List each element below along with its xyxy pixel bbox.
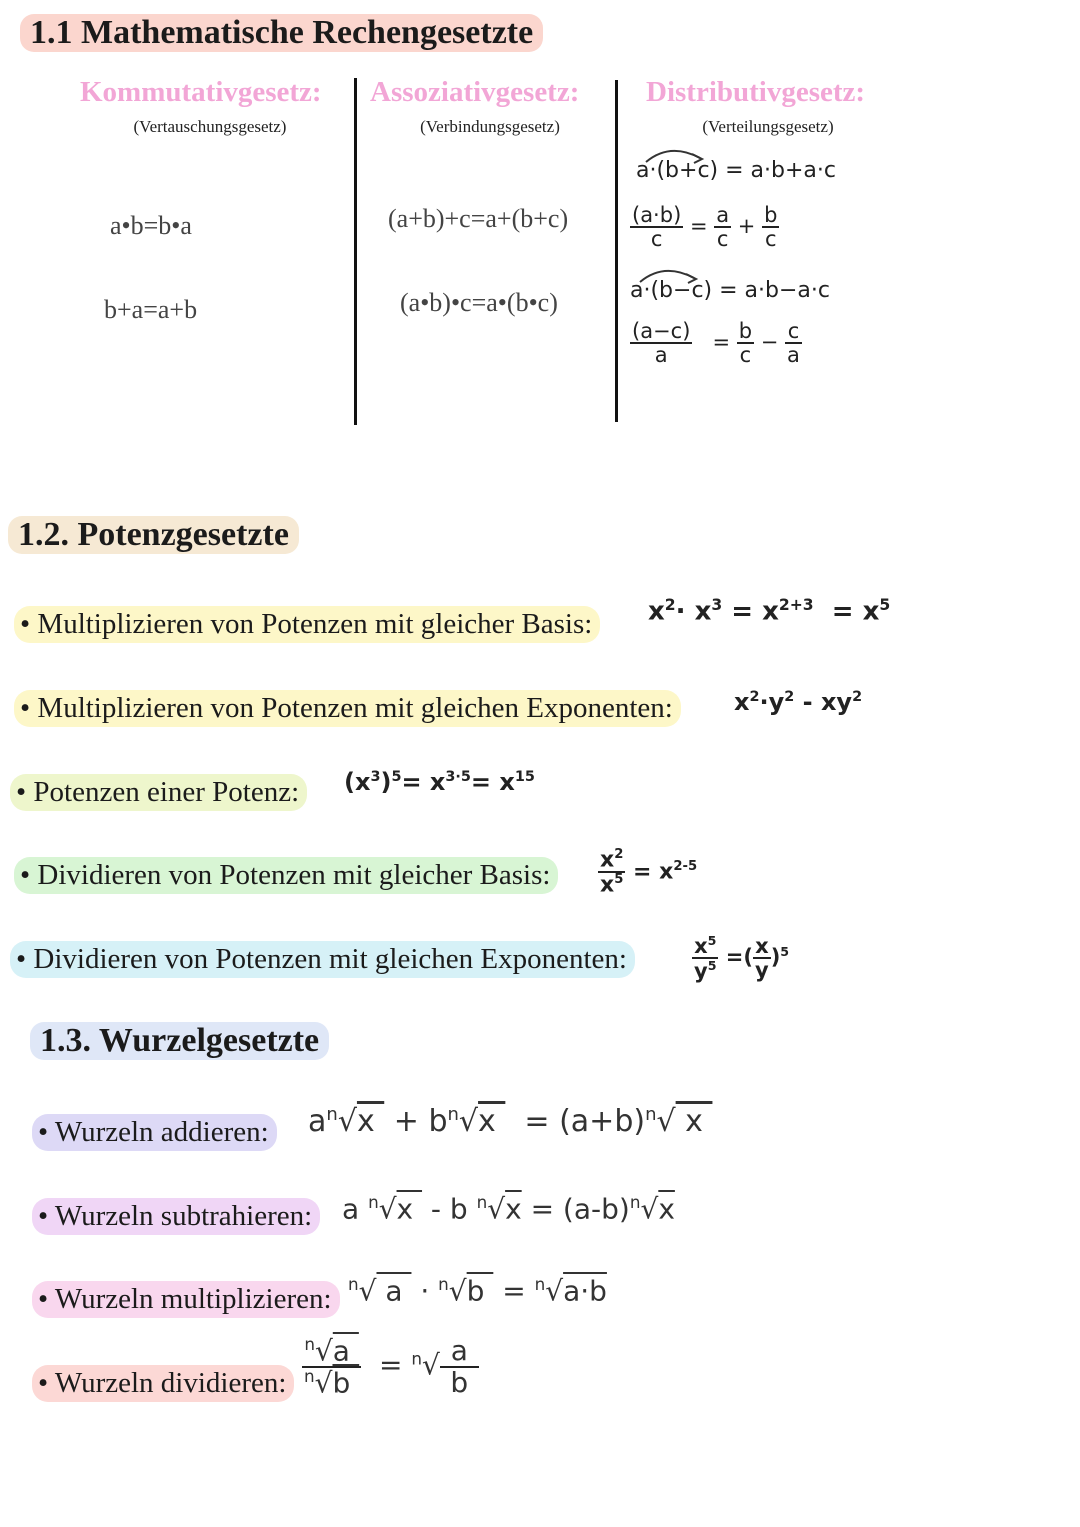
section-title-wurzelgesetze: 1.3. Wurzelgesetzte xyxy=(30,1022,329,1060)
potenz-item-5: • Dividieren von Potenzen mit gleichen Exponenten: xyxy=(10,941,635,978)
potenz-label-2: Multiplizieren von Potenzen mit gleichen Exponenten: xyxy=(37,692,673,724)
wurzel-item-4: • Wurzeln dividieren: xyxy=(32,1365,294,1402)
formula-distributiv-4: $\frac{(a-c)}{a}$ = $\frac{b}{c}$ − $\frac{c}{a}$ xyxy=(632,319,800,368)
subtitle-verteilungsgesetz: (Verteilungsgesetz) xyxy=(702,117,834,136)
wurzel-formula-3: $^n$√ a · $^n$√b = $^n$√a·b xyxy=(348,1274,607,1308)
wurzel-item-2: • Wurzeln subtrahieren: xyxy=(32,1198,320,1235)
formula-distributiv-2: $\frac{(a\cdot b)}{c}$ = $\frac{a}{c}$ + $\frac{b}{c}$ xyxy=(632,203,778,252)
potenz-formula-1: $x^2\cdot x^3 = x^{2+3} = x^5$ xyxy=(648,596,891,627)
potenz-item-2: • Multiplizieren von Potenzen mit gleichen Exponenten: xyxy=(14,690,681,727)
formula-assoziativ-add: (a+b)+c=a+(b+c) xyxy=(388,204,569,233)
wurzel-formula-4: $\frac{^n√a}{^n√b}$ = $^n$√ $\frac{a}{b}$ xyxy=(304,1334,477,1400)
wurzel-formula-2: a $^n$√x - b $^n√x = (a-b)^n√x$ xyxy=(342,1192,675,1226)
potenz-formula-3: $(x^3)^5= x^{3\cdot 5}= x^{15}$ xyxy=(344,768,535,796)
formula-assoziativ-mult: (a•b)•c=a•(b•c) xyxy=(400,288,558,317)
formula-kommutativ-add: b+a=a+b xyxy=(104,295,198,324)
section-title-rechengesetze: 1.1 Mathematische Rechengesetzte xyxy=(20,14,543,52)
potenz-item-3: • Potenzen einer Potenz: xyxy=(10,774,307,811)
wurzel-label-3: Wurzeln multiplizieren: xyxy=(54,1283,332,1315)
potenz-item-1: • Multiplizieren von Potenzen mit gleicher Basis: xyxy=(14,606,600,643)
heading-kommutativgesetz: Kommutativgesetz: xyxy=(80,76,322,108)
heading-distributivgesetz: Distributivgesetz: xyxy=(646,76,866,108)
wurzel-formula-1: $a^n√x + b^n√x = (a+b)^n√$ x xyxy=(308,1104,713,1139)
potenz-label-1: Multiplizieren von Potenzen mit gleicher Basis: xyxy=(37,608,593,640)
section-title-potenzgesetze: 1.2. Potenzgesetzte xyxy=(8,516,299,554)
formula-distributiv-3: a·(b−c) = a·b−a·c xyxy=(630,278,830,303)
subtitle-vertauschungsgesetz: (Vertauschungsgesetz) xyxy=(133,117,287,136)
potenz-formula-5: $\frac{x^5}{y^5}$ =( $\frac{x}{y}$ )$^5$ xyxy=(694,933,790,984)
heading-assoziativgesetz: Assoziativgesetz: xyxy=(370,76,580,108)
formula-kommutativ-mult: a•b=b•a xyxy=(110,211,192,240)
potenz-label-3: Potenzen einer Potenz: xyxy=(33,776,300,808)
wurzel-item-1: • Wurzeln addieren: xyxy=(32,1114,277,1151)
formula-distributiv-1: a·(b+c) = a·b+a·c xyxy=(636,158,836,183)
wurzel-label-2: Wurzeln subtrahieren: xyxy=(54,1200,313,1232)
wurzel-label-4: Wurzeln dividieren: xyxy=(54,1367,287,1399)
potenz-formula-4: $\frac{x^2}{x^5}$ = $x^{2-5}$ xyxy=(600,847,698,898)
column-divider-2 xyxy=(615,80,618,422)
potenz-formula-2: $x^2\cdot y^2 - xy^2$ xyxy=(734,688,863,716)
column-divider-1 xyxy=(354,78,357,425)
subtitle-verbindungsgesetz: (Verbindungsgesetz) xyxy=(420,117,560,136)
wurzel-item-3: • Wurzeln multiplizieren: xyxy=(32,1281,340,1318)
potenz-label-4: Dividieren von Potenzen mit gleicher Basis: xyxy=(37,859,551,891)
potenz-label-5: Dividieren von Potenzen mit gleichen Exponenten: xyxy=(33,943,627,975)
potenz-item-4: • Dividieren von Potenzen mit gleicher Basis: xyxy=(14,857,558,894)
wurzel-label-1: Wurzeln addieren: xyxy=(54,1116,269,1148)
